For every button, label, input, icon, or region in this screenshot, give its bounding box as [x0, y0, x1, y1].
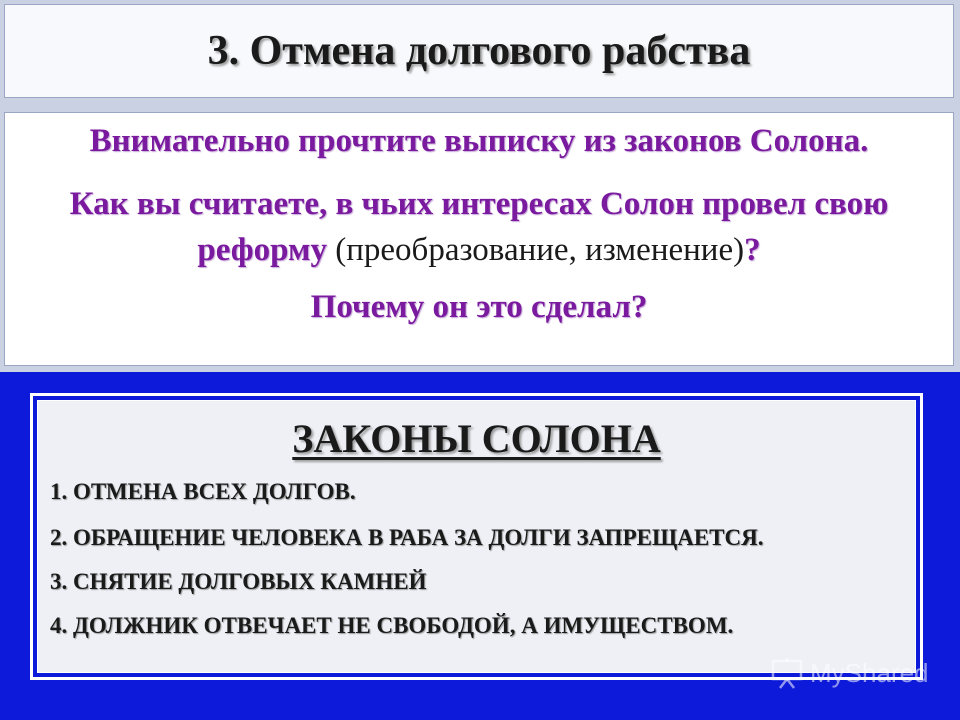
- question-3: Почему он это сделал?: [310, 289, 648, 325]
- questions-box: [4, 112, 954, 366]
- watermark-text: MyShared: [810, 657, 929, 688]
- question-2-text: Как вы считаете, в чьих интересах Солон провел свою реформу: [69, 186, 889, 268]
- slide-title: 3. Отмена долгового рабства: [207, 28, 751, 74]
- question-2-note: (преобразование, изменение): [326, 232, 745, 268]
- law-item: 4. ДОЛЖНИК ОТВЕЧАЕТ НЕ СВОБОДОЙ, А ИМУЩЕСТВОМ.: [50, 613, 734, 638]
- laws-heading: ЗАКОНЫ СОЛОНА: [292, 416, 661, 461]
- question-2: [15, 181, 943, 273]
- question-1: Внимательно прочтите выписку из законов Солона.: [89, 123, 869, 159]
- title-box: [4, 4, 954, 98]
- watermark: [770, 656, 929, 690]
- law-item: 2. ОБРАЩЕНИЕ ЧЕЛОВЕКА В РАБА ЗА ДОЛГИ ЗАПРЕЩАЕТСЯ.: [50, 525, 764, 550]
- laws-panel: [30, 393, 923, 680]
- laws-panel-inner: [37, 400, 916, 673]
- law-item: 1. ОТМЕНА ВСЕХ ДОЛГОВ.: [50, 479, 356, 504]
- question-2-mark: ?: [744, 232, 761, 268]
- law-item: 3. СНЯТИЕ ДОЛГОВЫХ КАМНЕЙ: [50, 569, 427, 594]
- presentation-board-icon: [770, 656, 804, 690]
